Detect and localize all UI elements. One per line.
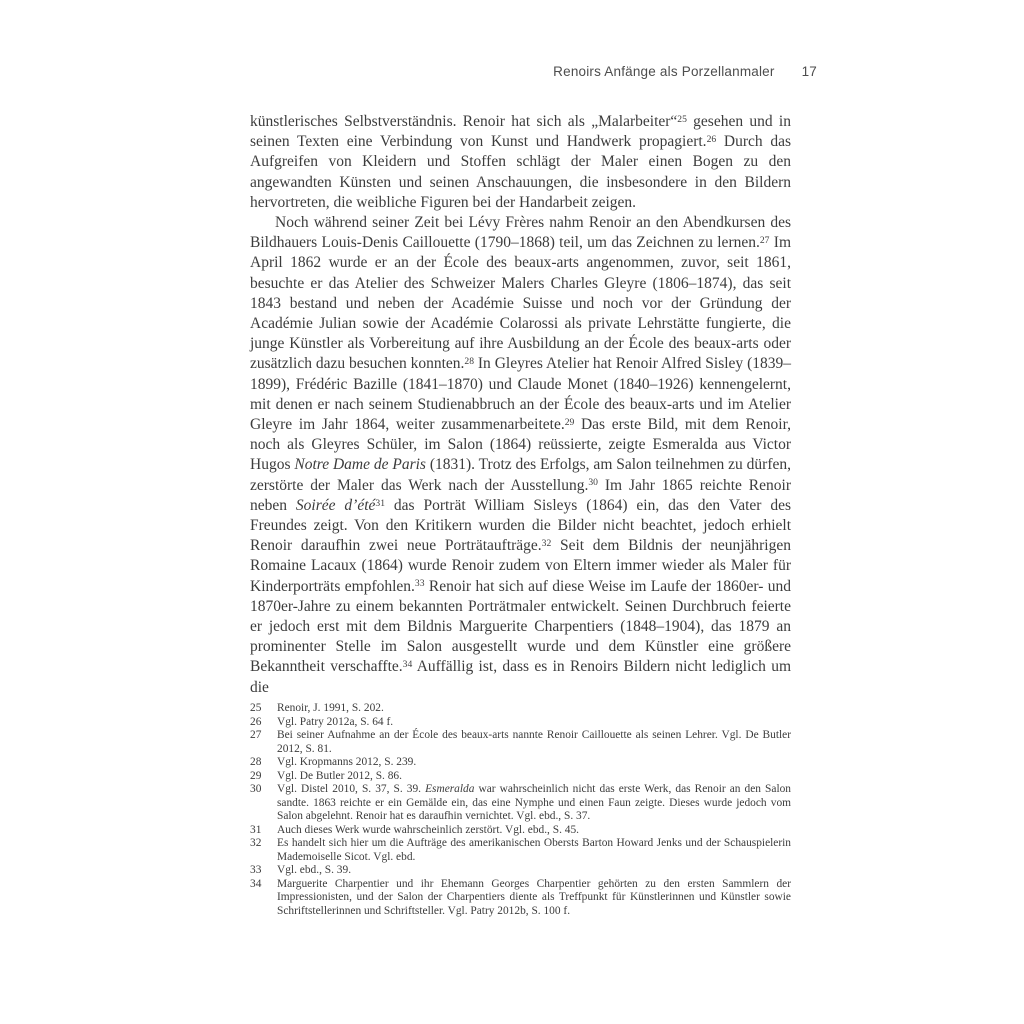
paragraph: Noch während seiner Zeit bei Lévy Frères nahm Renoir an den Abendkursen des Bildhauers Louis-Denis Caillouette (1790–1868) teil, um das Zeichnen zu lernen.$^{27}$ Im April 1862 wurde er an der École des beaux-arts angenommen, zuvor, seit 1861, besuchte er das Atelier des Schweizer Malers Charles Gleyre (1806–1874), das seit 1843 bestand und neben der Académie Suisse und noch vor der Gründung der Académie Julian sowie der Académie Colarossi als private Lehrstätte fungierte, die junge Künstler als Vorbereitung auf ihre Ausbildung an der École des beaux-arts oder zusätzlich dazu besuchen konnten.$^{28}$ In Gleyres Atelier hat Renoir Alfred Sisley (1839–1899), Frédéric Bazille (1841–1870) und Claude Monet (1840–1926) kennengelernt, mit denen er nach seinem Studienabbruch an der École des beaux-arts und im Atelier Gleyre im Jahr 1864, weiter zusammenarbeitete.$^{29}$ Das erste Bild, mit dem Renoir, noch als Gleyres Schüler, im Salon (1864) reüssierte, zeigte Esmeralda aus Victor Hugos Notre Dame de Paris (1831). Trotz des Erfolgs, am Salon teilnehmen zu dürfen, zerstörte der Maler das Werk nach der Ausstellung.$^{30}$ Im Jahr 1865 reichte Renoir neben Soirée d’été$^{31}$ das Porträt William Sisleys (1864) ein, das den Vater des Freundes zeigt. Von den Kritikern wurden die Bilder nicht beachtet, jedoch erhielt Renoir daraufhin zwei neue Porträtaufträge.$^{32}$ Seit dem Bildnis der neunjährigen Romaine Lacaux (1864) wurde Renoir zudem von Eltern immer wieder als Maler für Kinderporträts empfohlen.$^{33}$ Renoir hat sich auf diese Weise im Laufe der 1860er- und 1870er-Jahre zu einem bekannten Porträtmaler entwickelt. Seinen Durchbruch feierte er jedoch erst mit dem Bildnis Marguerite Charpentiers (1848–1904), das 1879 an prominenter Stelle im Salon ausgestellt wurde und dem Künstler eine größere Bekanntheit verschaffte.$^{34}$ Auffällig ist, dass es in Renoirs Bildern nicht lediglich um die — [250, 214, 791, 696]
footnote-number: 33 — [250, 864, 262, 876]
footnote-number: 31 — [250, 823, 262, 836]
footnote-number: 25 — [250, 702, 262, 714]
footnote-text: Vgl. Distel 2010, S. 37, S. 39. Esmeralda war wahrscheinlich nicht das erste Werk, das Renoir an den Salon sandte. 1863 reichte er ein Gemälde ein, das eine Nymphe und einen Faun zeigte. Dieses wurde jedoch vom Salon abgelehnt. Renoir hat es daraufhin vernichtet. Vgl. ebd., S. 37. — [277, 783, 791, 822]
footnote-text: Renoir, J. 1991, S. 202. — [277, 702, 384, 714]
footnote — [250, 783, 791, 824]
footnote — [250, 864, 791, 878]
footnote — [250, 702, 791, 716]
running-title: Renoirs Anfänge als Porzellanmaler — [553, 64, 775, 79]
footnote-number: 28 — [250, 756, 262, 768]
footnote — [250, 756, 791, 770]
footnote-number: 29 — [250, 769, 262, 782]
footnote — [250, 729, 791, 756]
footnote-text: Vgl. Kropmanns 2012, S. 239. — [277, 756, 417, 768]
footnote — [250, 716, 791, 730]
footnote-text: Vgl. Patry 2012a, S. 64 f. — [277, 715, 394, 728]
footnote-text: Vgl. ebd., S. 39. — [277, 864, 352, 876]
footnote — [250, 878, 791, 919]
footnote — [250, 770, 791, 784]
footnote-number: 34 — [250, 877, 262, 890]
footnote-number: 32 — [250, 837, 262, 849]
footnote-number: 26 — [250, 715, 262, 728]
footnote-text: Es handelt sich hier um die Aufträge des amerikanischen Obersts Barton Howard Jenks und der Schauspielerin Mademoiselle Sicot. Vgl. ebd. — [277, 837, 791, 863]
footnote-text: Vgl. De Butler 2012, S. 86. — [277, 769, 402, 782]
paragraph: künstlerisches Selbstverständnis. Renoir hat sich als „Malarbeiter“$^{25}$ gesehen und in seinen Texten eine Verbindung von Kunst und Handwerk propagiert.$^{26}$ Durch das Aufgreifen von Kleidern und Stoffen schlägt der Maler einen Bogen zu den angewandten Künsten und seinen Anschauungen, die insbesondere in den Bildern hervortreten, die weibliche Figuren bei der Handarbeit zeigen. — [250, 113, 791, 211]
running-header — [250, 64, 817, 79]
footnote-number: 30 — [250, 783, 262, 795]
footnote-number: 27 — [250, 729, 262, 741]
page-number: 17 — [801, 64, 817, 79]
footnote — [250, 837, 791, 864]
footnote-text: Marguerite Charpentier und ihr Ehemann Georges Charpentier gehörten zu den ersten Sammlern der Impressionisten, und der Salon der Charpentiers diente als Treffpunkt für Künstlerinnen und Künstler sowie Schriftstellerinnen und Schriftsteller. Vgl. Patry 2012b, S. 100 f. — [277, 877, 791, 917]
footnote — [250, 824, 791, 838]
body-text — [250, 112, 791, 698]
footnote-text: Bei seiner Aufnahme an der École des beaux-arts nannte Renoir Caillouette als seinen Lehrer. Vgl. De Butler 2012, S. 81. — [277, 729, 791, 755]
footnotes — [250, 702, 791, 918]
footnote-text: Auch dieses Werk wurde wahrscheinlich zerstört. Vgl. ebd., S. 45. — [277, 823, 580, 836]
